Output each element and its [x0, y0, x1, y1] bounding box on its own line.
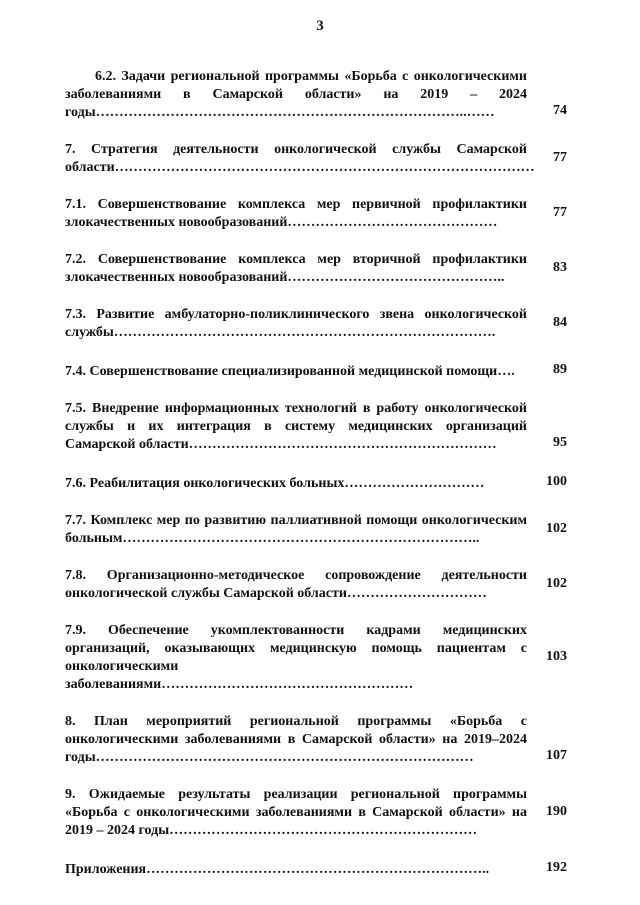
toc-entry-page: 190 — [546, 804, 567, 819]
toc-entry-text: 7.6. Реабилитация онкологических больных………………………… — [65, 476, 485, 491]
table-of-contents — [65, 68, 567, 898]
toc-entry-8 — [65, 713, 567, 767]
toc-entry-text: 7.7. Комплекс мер по развитию паллиативной помощи онкологическим больным………………………………………………………………….. — [65, 513, 527, 546]
toc-entry-7 — [65, 141, 567, 177]
toc-entry-9 — [65, 786, 567, 840]
page-number: 3 — [316, 18, 324, 34]
toc-entry-text: 9. Ожидаемые результаты реализации региональной программы «Борьба с онкологическими заболеваниями в Самарской области» на 2019 – 2024 годы………………………………………………………… — [65, 787, 527, 838]
toc-entry-page: 84 — [553, 315, 567, 330]
toc-entry-7-9 — [65, 622, 567, 694]
toc-entry-page: 95 — [553, 435, 567, 450]
toc-entry-7-6 — [65, 473, 567, 493]
toc-entry-text: 6.2. Задачи региональной программы «Борьба с онкологическими заболеваниями в Самарской области» на 2019 – 2024 годы……………………………………………………………………..…… — [65, 69, 527, 120]
toc-entry-page: 100 — [546, 474, 567, 489]
toc-entry-text: 7.8. Организационно-методическое сопровождение деятельности онкологической службы Самарской области………………………… — [65, 568, 527, 601]
toc-entry-text: 7.3. Развитие амбулаторно-поликлинического звена онкологической службы………………………………………………………………………. — [65, 307, 527, 340]
toc-entry-7-5 — [65, 400, 567, 454]
toc-entry-text: 7.1. Совершенствование комплекса мер первичной профилактики злокачественных новообразований……………………………………… — [65, 197, 527, 230]
toc-entry-text: 7.9. Обеспечение укомплектованности кадрами медицинских организаций, оказывающих медицинскую помощь пациентам с онкологическими заболеваниями……………………………………………… — [65, 623, 527, 692]
toc-entry-7-7 — [65, 512, 567, 548]
toc-entry-7-8 — [65, 567, 567, 603]
toc-entry-7-3 — [65, 306, 567, 342]
toc-entry-page: 102 — [546, 521, 567, 536]
toc-entry-page: 83 — [553, 260, 567, 275]
toc-entry-7-2 — [65, 251, 567, 287]
toc-entry-7-4 — [65, 361, 567, 381]
toc-entry-text: 7.4. Совершенствование специализированной медицинской помощи…. — [65, 364, 515, 379]
toc-entry-page: 77 — [553, 205, 567, 220]
toc-entry-page: 107 — [546, 748, 567, 763]
toc-entry-page: 74 — [553, 103, 567, 118]
toc-entry-page: 102 — [546, 576, 567, 591]
toc-entry-text: 8. План мероприятий региональной программы «Борьба с онкологическими заболеваниями в Самарской области» на 2019–2024 годы……………………………………………………………………… — [65, 714, 527, 765]
toc-entry-6-2 — [65, 68, 567, 122]
toc-entry-text: Приложения……………………………………………………………….. — [65, 862, 490, 877]
toc-entry-7-1 — [65, 196, 567, 232]
toc-entry-page: 89 — [553, 362, 567, 377]
toc-entry-page: 77 — [553, 150, 567, 165]
toc-entry-page: 103 — [546, 649, 567, 664]
toc-entry-text: 7.5. Внедрение информационных технологий в работу онкологической службы и их интеграция в систему медицинских организаций Самарской области………………………………………………………… — [65, 401, 527, 452]
toc-entry-text: 7. Стратегия деятельности онкологической службы Самарской области……………………………………………………………………………… — [65, 142, 535, 175]
toc-entry-page: 192 — [546, 860, 567, 875]
toc-entry-text: 7.2. Совершенствование комплекса мер вторичной профилактики злокачественных новообразований……………………………………….. — [65, 252, 527, 285]
toc-entry-appendices — [65, 859, 567, 879]
